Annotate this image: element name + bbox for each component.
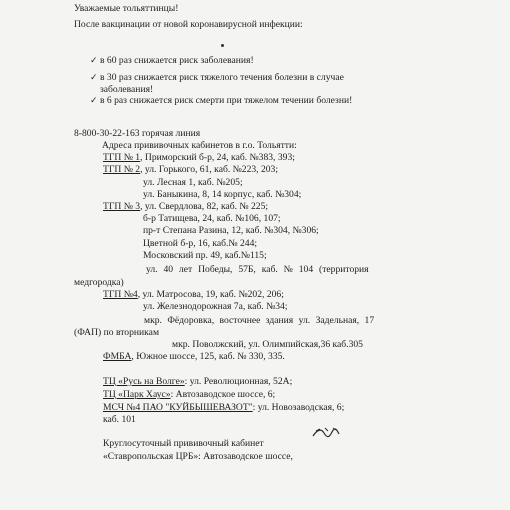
clinic-address: ул. 40 лет Победы, 57Б, каб. № 104 (территория [146, 264, 369, 275]
mall-address: : ул. Новозаводская, 6; [252, 402, 345, 413]
addresses-heading: Адреса прививочных кабинетов в г.о. Тольятти: [102, 140, 297, 151]
clinic-tgp1 [103, 152, 295, 163]
clinic-address: , Приморский б-р, 24, каб. №383, 393; [140, 152, 295, 163]
mall-park [103, 389, 275, 400]
clinic-address: ул. Баныкина, 8, 14 корпус, каб. №304; [143, 189, 302, 200]
clinic-tgp4 [103, 289, 284, 300]
clinic-address: , Южное шоссе, 125, каб. № 330, 335. [131, 351, 285, 362]
benefit-item-cont: заболевания! [100, 84, 154, 95]
benefit-item: в 60 раз снижается риск заболевания! [100, 55, 254, 66]
mall-msch [103, 402, 344, 413]
clinic-name: ТГП №4 [103, 289, 138, 300]
clinic-name: ТГП № 3 [103, 201, 141, 212]
clinic-address-cont: (ФАП) по вторникам [74, 327, 160, 338]
clinic-address: пр-т Степана Разина, 12, каб. №304, №306; [143, 225, 319, 236]
clinic-name: ТГП № 1 [103, 152, 141, 163]
clinic-name: ТГП № 2 [103, 164, 141, 175]
clinic-address: ул. Лесная 1, каб. №205; [143, 177, 243, 188]
clinic-address: Московский пр. 49, каб.№115; [143, 250, 267, 261]
benefit-item: в 6 раз снижается риск смерти при тяжелом течении болезни! [100, 95, 353, 106]
clinic-address: б-р Татищева, 24, каб. №106, 107; [143, 213, 281, 224]
clinic-address: , ул. Горького, 61, каб. №223, 203; [140, 164, 279, 175]
mall-address-cont: каб. 101 [103, 414, 136, 425]
clinic-address-cont: медгородка) [74, 277, 124, 288]
mall-rus [103, 376, 292, 387]
mall-name: ТЦ «Парк Хаус» [103, 389, 171, 400]
clinic-name: ФМБА [103, 351, 132, 362]
roundclock-title: Круглосуточный прививочный кабинет [103, 438, 264, 449]
hotline: 8-800-30-22-163 горячая линия [74, 128, 201, 139]
check-icon: ✓ [90, 95, 98, 105]
clinic-tgp2 [103, 164, 278, 175]
clinic-address: ул. Железнодорожная 7а, каб. №34; [143, 301, 288, 312]
clinic-address: мкр. Фёдоровка, восточнее здания ул. Задельная, 17 [144, 315, 375, 326]
check-icon: ✓ [90, 55, 98, 65]
mall-address: : ул. Революционная, 52А; [184, 376, 293, 387]
mall-name: МСЧ №4 ПАО "КУЙБЫШЕВАЗОТ" [103, 402, 253, 413]
intro-text: После вакцинации от новой коронавирусной инфекции: [74, 19, 303, 30]
clinic-address: , ул. Матросова, 19, каб. №202, 206; [137, 289, 284, 300]
clinic-address: , ул. Свердлова, 82, каб. № 225; [140, 201, 269, 212]
stray-mark [221, 44, 224, 47]
mall-name: ТЦ «Русь на Волге» [103, 376, 185, 387]
handwritten-scribble [311, 424, 341, 440]
greeting: Уважаемые тольяттинцы! [74, 3, 179, 14]
benefit-item: в 30 раз снижается риск тяжелого течения болезни в случае [100, 72, 344, 83]
check-icon: ✓ [90, 72, 98, 82]
clinic-address: мкр. Поволжский, ул. Олимпийская,36 каб.305 [172, 339, 363, 350]
clinic-fmba [103, 351, 285, 362]
roundclock-address: «Ставропольская ЦРБ»: Автозаводское шоссе, [103, 451, 293, 462]
clinic-tgp3 [103, 201, 268, 212]
mall-address: : Автозаводское шоссе, 6; [170, 389, 276, 400]
clinic-address: Цветной б-р, 16, каб.№ 244; [143, 238, 258, 249]
